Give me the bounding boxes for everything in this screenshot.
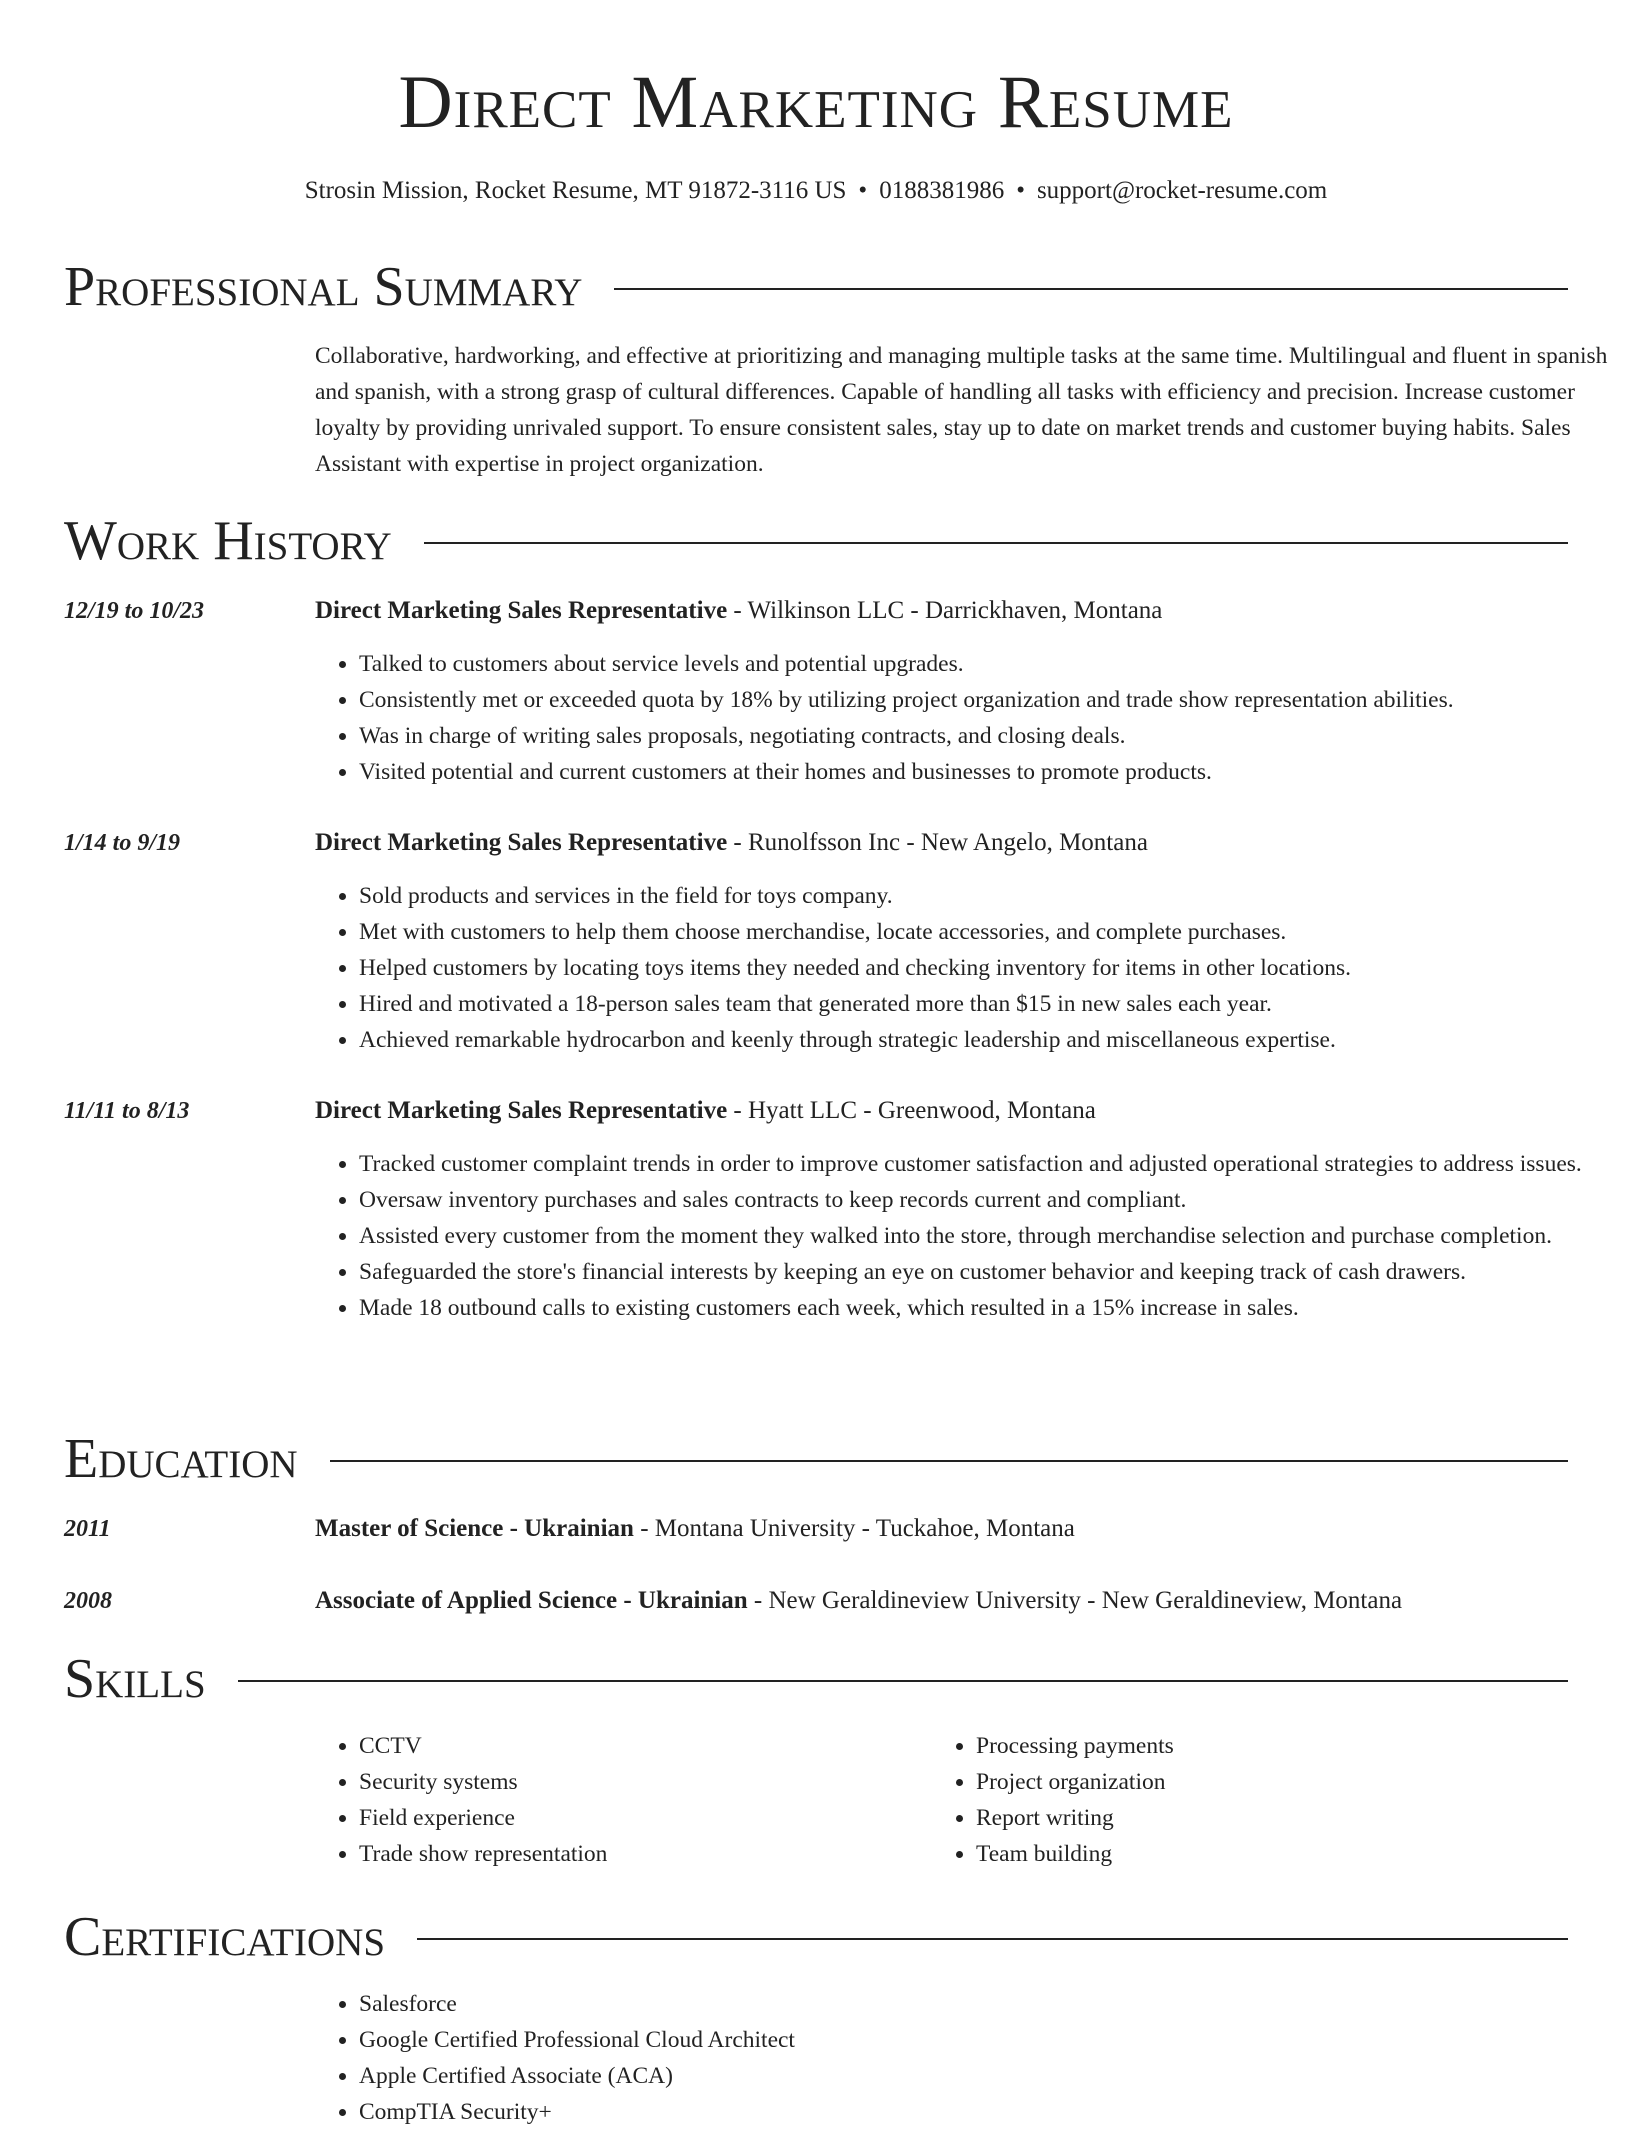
contact-line (64, 174, 1568, 208)
job-bullet: • Tracked customer complaint trends in order to improve customer satisfaction and adjusted operational strategies to address issues. (359, 1146, 1632, 1182)
job-bullet: • Consistently met or exceeded quota by 18% by utilizing project organization and trade show representation abilities. (359, 682, 1632, 718)
job-bullet: • Helped customers by locating toys items they needed and checking inventory for items in other locations. (359, 950, 1632, 986)
job-employer: - Wilkinson LLC - Darrickhaven, Montana (727, 597, 1163, 624)
job-heading (315, 1094, 1615, 1128)
skills-list-right (932, 1728, 1632, 1872)
job-bullet: • Met with customers to help them choose merchandise, locate accessories, and complete purchases. (359, 914, 1632, 950)
education-entry (315, 1512, 1615, 1546)
job-heading (315, 826, 1615, 860)
summary-text: Collaborative, hardworking, and effective at prioritizing and managing multiple tasks at the same time. Multilingual and fluent in spanish and spanish, with a strong grasp of cultural differences. Capable of handling all tasks with efficiency and precision. Increase customer loyalty by providing unrivaled support. To ensure consistent sales, stay up to date on market trends and customer buying habits. Sales Assistant with expertise in project organization. (315, 343, 1608, 477)
section-header-education (64, 1426, 1568, 1492)
skill-item: • Security systems (359, 1764, 1632, 1800)
job-bullet: • Safeguarded the store's financial interests by keeping an eye on customer behavior and keeping track of cash drawers. (359, 1254, 1632, 1290)
job-bullet: • Oversaw inventory purchases and sales contracts to keep records current and compliant. (359, 1182, 1632, 1218)
certifications-list (315, 1986, 1632, 2130)
job-bullet: • Talked to customers about service levels and potential upgrades. (359, 646, 1632, 682)
job-bullets (315, 1146, 1632, 1326)
certification-item: • CompTIA Security+ (359, 2094, 1632, 2130)
job-bullet: • Was in charge of writing sales proposals, negotiating contracts, and closing deals. (359, 718, 1632, 754)
skill-item: • Project organization (976, 1764, 1632, 1800)
section-divider (424, 542, 1568, 544)
education-year: 2008 (64, 1588, 112, 1614)
skill-item: • Trade show representation (359, 1836, 1632, 1872)
contact-phone: 0188381986 (879, 177, 1005, 204)
skill-item: • Processing payments (976, 1728, 1632, 1764)
education-school: - Montana University - Tuckahoe, Montana (633, 1515, 1075, 1542)
section-title: Certifications (64, 1906, 386, 1968)
certification-item: • Google Certified Professional Cloud Architect (359, 2022, 1632, 2058)
section-header-summary (64, 254, 1568, 320)
section-divider (330, 1460, 1568, 1462)
certification-item: • Apple Certified Associate (ACA) (359, 2058, 1632, 2094)
section-title: Skills (64, 1648, 206, 1710)
section-title: Work History (64, 510, 392, 572)
job-bullet: • Assisted every customer from the moment they walked into the store, through merchandise selection and purchase completion. (359, 1218, 1632, 1254)
job-bullet: • Made 18 outbound calls to existing customers each week, which resulted in a 15% increase in sales. (359, 1290, 1632, 1326)
section-divider (614, 288, 1568, 290)
education-year: 2011 (64, 1516, 111, 1542)
section-title: Professional Summary (64, 256, 583, 318)
education-school: - New Geraldineview University - New Geraldineview, Montana (747, 1587, 1403, 1614)
education-degree: Associate of Applied Science - Ukrainian (315, 1587, 748, 1614)
certification-item: • Salesforce (359, 1986, 1632, 2022)
section-header-certifications (64, 1904, 1568, 1970)
section-divider (238, 1680, 1568, 1682)
skill-item: • CCTV (359, 1728, 1632, 1764)
job-bullet: • Achieved remarkable hydrocarbon and keenly through strategic leadership and miscellaneous expertise. (359, 1022, 1632, 1058)
job-bullet: • Visited potential and current customers at their homes and businesses to promote products. (359, 754, 1632, 790)
skill-item: • Team building (976, 1836, 1632, 1872)
contact-email: support@rocket-resume.com (1036, 177, 1328, 204)
job-dates: 1/14 to 9/19 (64, 830, 181, 856)
education-degree: Master of Science - Ukrainian (315, 1515, 634, 1542)
skill-item: • Report writing (976, 1800, 1632, 1836)
skill-item: • Field experience (359, 1800, 1632, 1836)
job-dates: 11/11 to 8/13 (64, 1098, 190, 1124)
job-bullet: • Sold products and services in the field for toys company. (359, 878, 1632, 914)
job-heading (315, 594, 1615, 628)
education-entry (315, 1584, 1615, 1618)
job-dates: 12/19 to 10/23 (64, 598, 205, 624)
contact-separator: • (1016, 177, 1025, 204)
job-bullets (315, 646, 1632, 790)
job-title: Direct Marketing Sales Representative (315, 829, 728, 856)
job-employer: - Hyatt LLC - Greenwood, Montana (727, 1097, 1096, 1124)
job-title: Direct Marketing Sales Representative (315, 597, 728, 624)
job-title: Direct Marketing Sales Representative (315, 1097, 728, 1124)
job-bullet: • Hired and motivated a 18-person sales team that generated more than $15 in new sales each year. (359, 986, 1632, 1022)
section-header-work-history (64, 508, 1568, 574)
job-bullets (315, 878, 1632, 1058)
job-employer: - Runolfsson Inc - New Angelo, Montana (727, 829, 1148, 856)
section-divider (417, 1938, 1568, 1940)
resume-title: Direct Marketing Resume (398, 61, 1234, 144)
section-header-skills (64, 1646, 1568, 1712)
section-title: Education (64, 1428, 298, 1490)
contact-separator: • (858, 177, 868, 204)
contact-address: Strosin Mission, Rocket Resume, MT 91872-3116 US (304, 177, 847, 204)
